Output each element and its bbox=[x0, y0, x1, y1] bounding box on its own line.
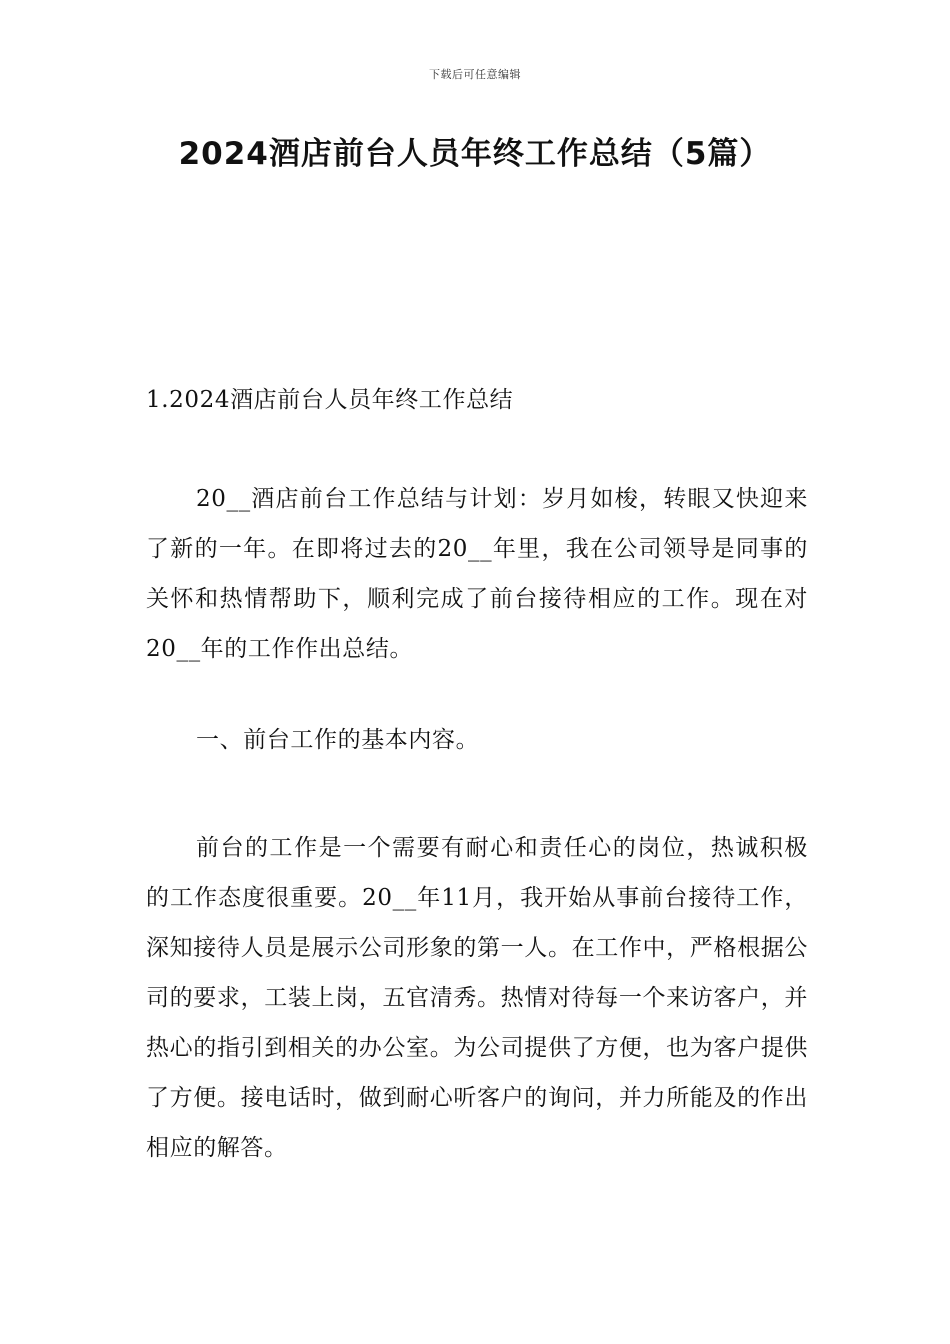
section-heading: 1.2024酒店前台人员年终工作总结 bbox=[146, 387, 514, 413]
document-title: 2024酒店前台人员年终工作总结（5篇） bbox=[178, 136, 772, 172]
header-note: 下载后可任意编辑 bbox=[429, 68, 521, 81]
paragraph-front-desk-work: 前台的工作是一个需要有耐心和责任心的岗位，热诚积极的工作态度很重要。20__年11月，我开始从事前台接待工作，深知接待人员是展示公司形象的第一人。在工作中，严格根据公司的要求，工装上岗，五官清秀。热情对待每一个来访客户，并热心的指引到相关的办公室。为公司提供了方便，也为客户提供了方便。接电话时，做到耐心听客户的询问，并力所能及的作出相应的解答。 bbox=[146, 835, 808, 1161]
part-heading: 一、前台工作的基本内容。 bbox=[196, 727, 480, 753]
paragraph-intro: 20__酒店前台工作总结与计划：岁月如梭，转眼又快迎来了新的一年。在即将过去的20__年里，我在公司领导是同事的关怀和热情帮助下，顺利完成了前台接待相应的工作。现在对20__年的工作作出总结。 bbox=[146, 486, 808, 662]
